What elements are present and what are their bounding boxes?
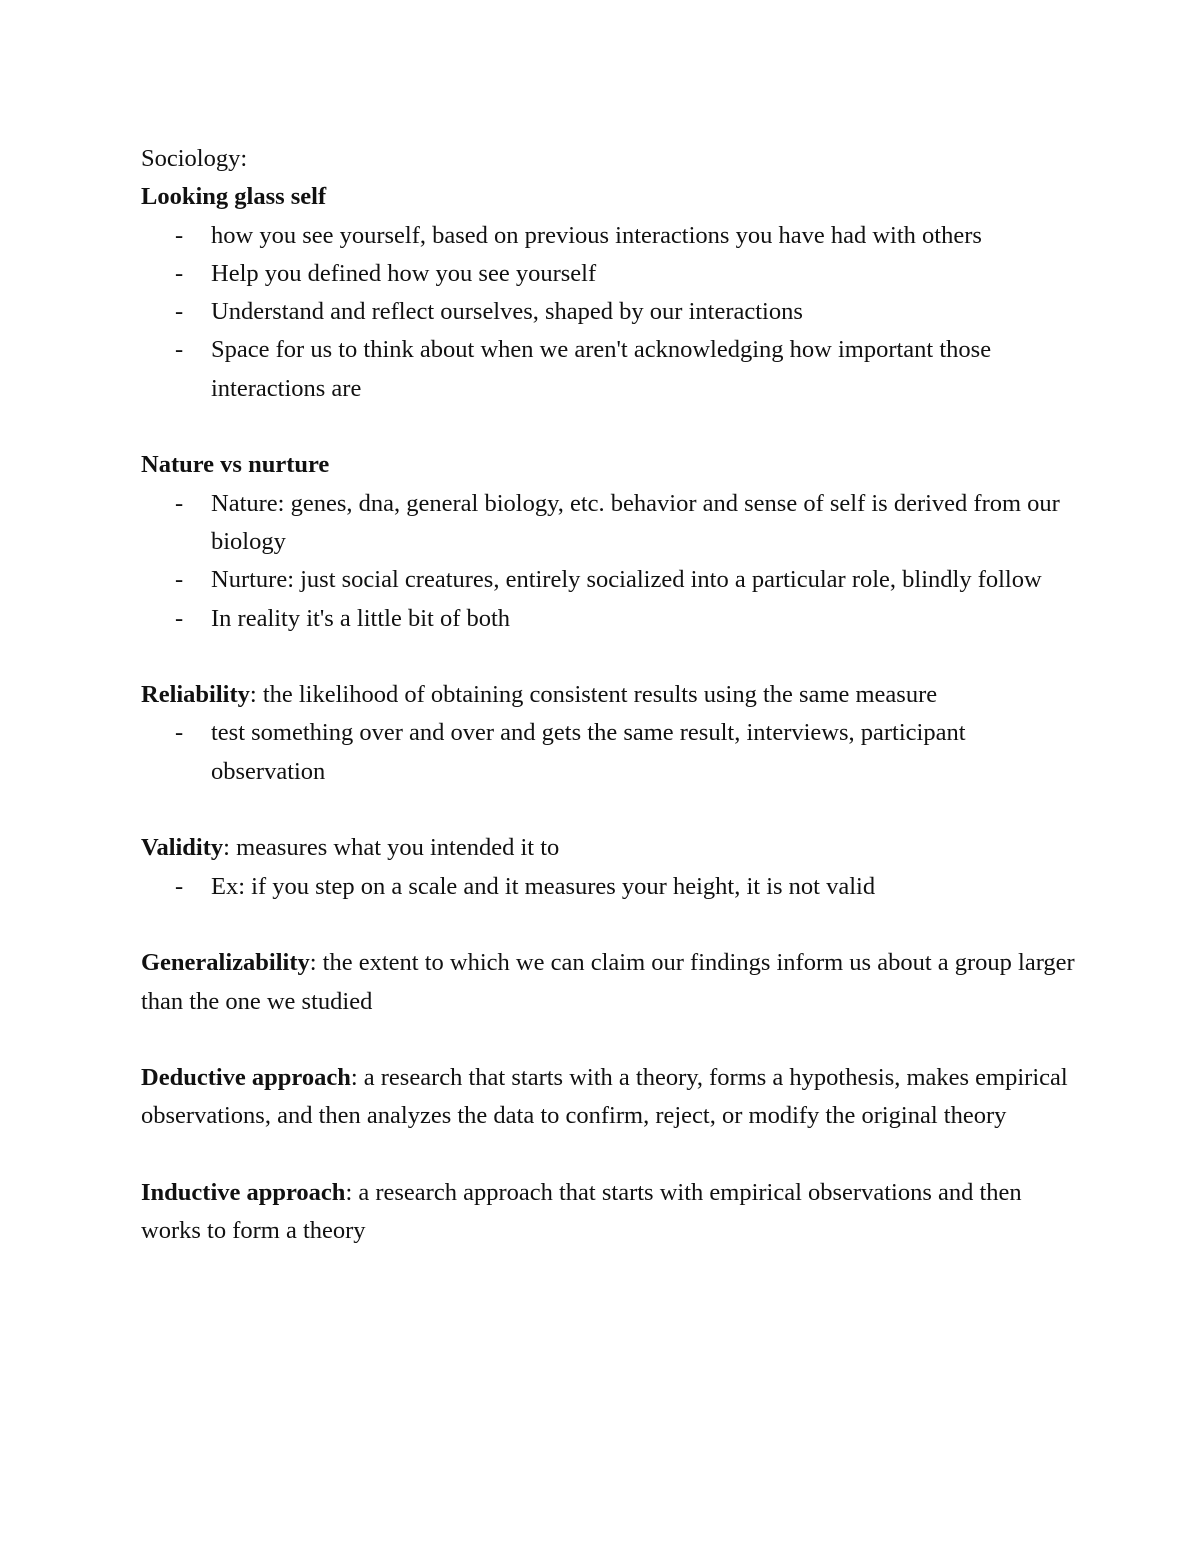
bullet-text: In reality it's a little bit of both [211,604,511,632]
heading-looking-glass-self: Looking glass self [141,183,327,211]
list-item [141,217,1081,255]
document-page [141,140,1081,1251]
bullet-text: test something over and over and gets the same result, interviews, participant observation [211,719,966,785]
paragraph-gap [141,791,1081,829]
definition-text: : measures what you intended it to [223,834,560,862]
bullet-dash: - [175,566,184,594]
deductive-approach-definition [141,1059,1081,1136]
bullet-dash: - [175,604,184,632]
list-item [141,293,1081,331]
term-validity: Validity [141,834,224,862]
paragraph-gap [141,906,1081,944]
list-item [141,714,1081,791]
paragraph-gap [141,1136,1081,1174]
paragraph-gap [141,408,1081,446]
inductive-approach-definition [141,1174,1081,1251]
bullet-dash: - [175,298,184,326]
list-item [141,561,1081,599]
bullet-dash: - [175,489,184,517]
definition-text: : a research approach that starts with empirical observations and then works to form a theory [141,1179,1022,1245]
nature-nurture-bullet-list [141,485,1081,638]
definition-text: : the likelihood of obtaining consistent results using the same measure [249,681,938,709]
term-inductive-approach: Inductive approach [141,1179,346,1207]
bullet-text: Ex: if you step on a scale and it measures your height, it is not valid [211,872,876,900]
reliability-bullet-list [141,714,1081,791]
term-deductive-approach: Deductive approach [141,1064,351,1092]
bullet-dash: - [175,259,184,287]
reliability-definition [141,676,1081,714]
bullet-text: Nurture: just social creatures, entirely socialized into a particular role, blindly follow [211,566,1042,594]
bullet-dash: - [175,221,184,249]
list-item [141,868,1081,906]
bullet-dash: - [175,872,184,900]
term-generalizability: Generalizability [141,949,310,977]
definition-text: : a research that starts with a theory, forms a hypothesis, makes empirical observations, and then analyzes the data to confirm, reject, or modify the original theory [141,1064,1068,1130]
bullet-text: Nature: genes, dna, general biology, etc. behavior and sense of self is derived from our biology [211,489,1060,555]
bullet-text: how you see yourself, based on previous interactions you have had with others [211,221,982,249]
document-title: Sociology: [141,145,248,172]
bullet-text: Space for us to think about when we aren't acknowledging how important those interactions are [211,336,992,402]
bullet-text: Understand and reflect ourselves, shaped by our interactions [211,298,803,326]
bullet-dash: - [175,336,184,364]
heading-nature-vs-nurture: Nature vs nurture [141,451,330,479]
validity-definition [141,829,1081,867]
list-item [141,600,1081,638]
paragraph-gap [141,1021,1081,1059]
validity-bullet-list [141,868,1081,906]
list-item [141,255,1081,293]
bullet-dash: - [175,719,184,747]
definition-text: : the extent to which we can claim our findings inform us about a group larger than the one we studied [141,949,1075,1015]
looking-glass-bullet-list [141,217,1081,408]
list-item [141,331,1081,408]
bullet-text: Help you defined how you see yourself [211,259,597,287]
paragraph-gap [141,638,1081,676]
list-item [141,485,1081,562]
term-reliability: Reliability [141,681,250,709]
generalizability-definition [141,944,1081,1021]
